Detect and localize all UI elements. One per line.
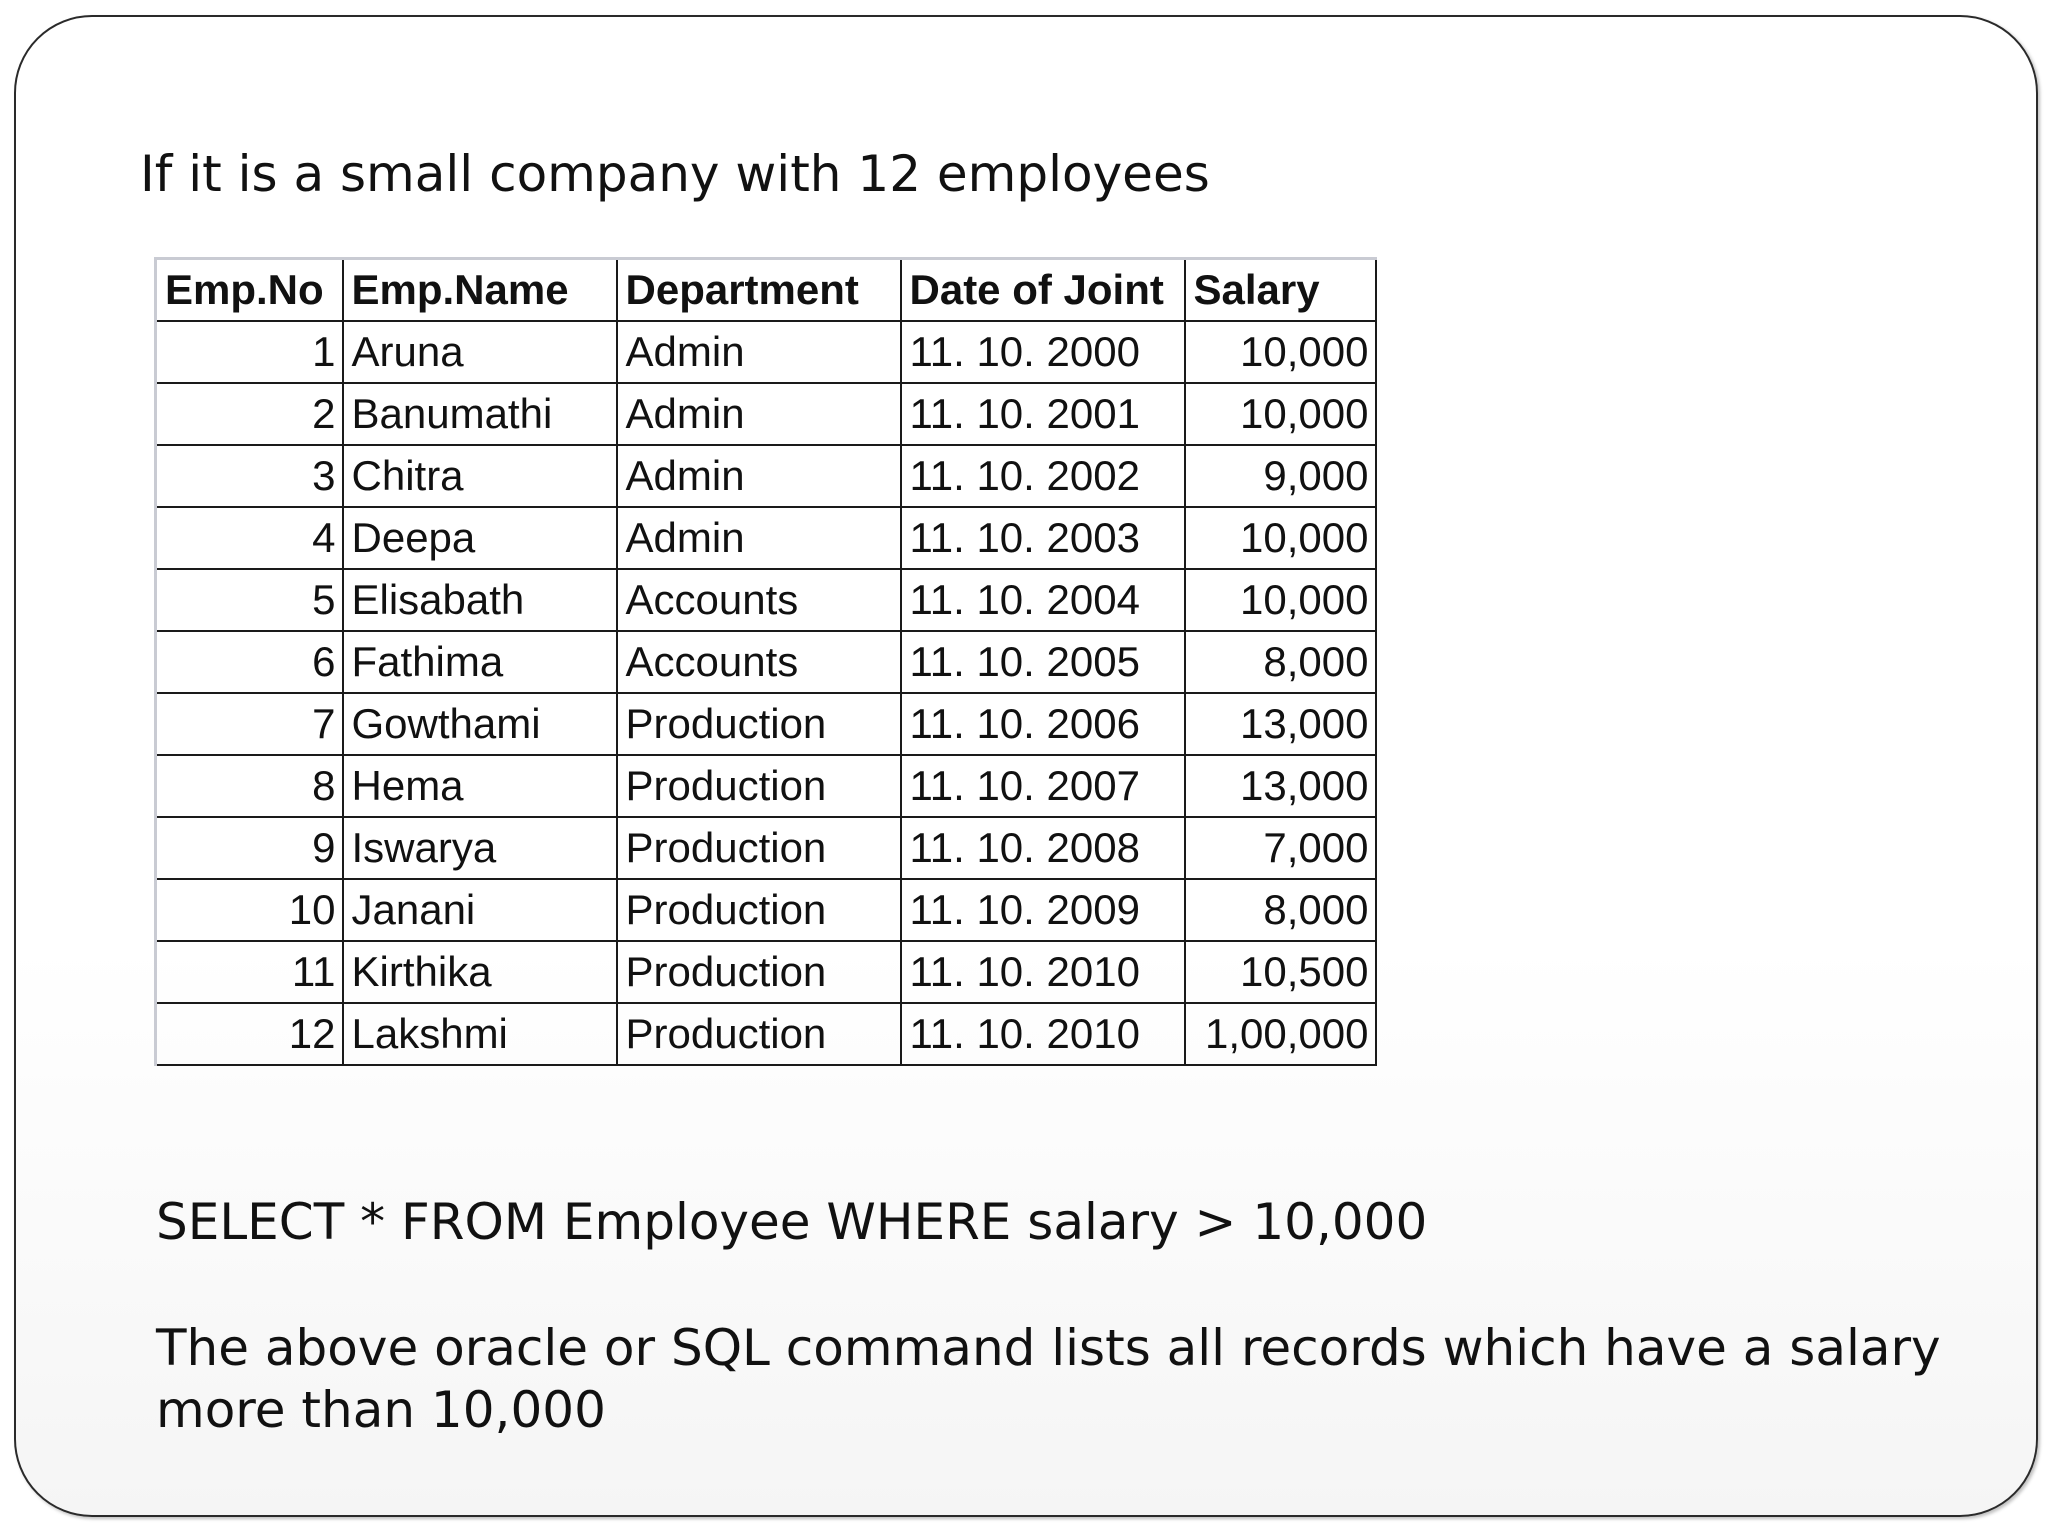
header-emp-no: Emp.No	[156, 259, 343, 321]
cell-emp-name: Lakshmi	[343, 1003, 617, 1065]
table-row	[156, 383, 1376, 445]
cell-date-of-joint: 11. 10. 2001	[901, 383, 1185, 445]
cell-emp-no: 7	[156, 693, 343, 755]
cell-date-of-joint: 11. 10. 2008	[901, 817, 1185, 879]
cell-department: Production	[617, 879, 901, 941]
cell-department: Production	[617, 755, 901, 817]
table-row	[156, 321, 1376, 383]
slide-frame	[14, 15, 2038, 1517]
cell-salary: 9,000	[1185, 445, 1376, 507]
cell-date-of-joint: 11. 10. 2010	[901, 941, 1185, 1003]
cell-emp-no: 2	[156, 383, 343, 445]
cell-emp-no: 11	[156, 941, 343, 1003]
cell-emp-name: Gowthami	[343, 693, 617, 755]
table-row	[156, 941, 1376, 1003]
cell-emp-name: Iswarya	[343, 817, 617, 879]
table-row	[156, 569, 1376, 631]
table-row	[156, 1003, 1376, 1065]
cell-date-of-joint: 11. 10. 2000	[901, 321, 1185, 383]
cell-emp-name: Aruna	[343, 321, 617, 383]
table-row	[156, 631, 1376, 693]
explanation-text: The above oracle or SQL command lists all records which have a salary more than 10,000	[156, 1319, 1941, 1439]
cell-salary: 10,000	[1185, 321, 1376, 383]
cell-emp-no: 5	[156, 569, 343, 631]
cell-emp-no: 10	[156, 879, 343, 941]
table-row	[156, 817, 1376, 879]
cell-emp-name: Chitra	[343, 445, 617, 507]
cell-date-of-joint: 11. 10. 2003	[901, 507, 1185, 569]
cell-date-of-joint: 11. 10. 2005	[901, 631, 1185, 693]
cell-emp-name: Hema	[343, 755, 617, 817]
cell-department: Accounts	[617, 631, 901, 693]
cell-emp-name: Fathima	[343, 631, 617, 693]
cell-salary: 10,000	[1185, 383, 1376, 445]
cell-department: Production	[617, 1003, 901, 1065]
cell-salary: 10,500	[1185, 941, 1376, 1003]
cell-department: Admin	[617, 383, 901, 445]
cell-emp-name: Deepa	[343, 507, 617, 569]
cell-salary: 8,000	[1185, 879, 1376, 941]
table-row	[156, 755, 1376, 817]
cell-department: Accounts	[617, 569, 901, 631]
cell-department: Admin	[617, 445, 901, 507]
cell-salary: 13,000	[1185, 755, 1376, 817]
table-row	[156, 445, 1376, 507]
cell-salary: 10,000	[1185, 507, 1376, 569]
cell-emp-no: 9	[156, 817, 343, 879]
cell-salary: 1,00,000	[1185, 1003, 1376, 1065]
cell-emp-no: 3	[156, 445, 343, 507]
cell-emp-no: 12	[156, 1003, 343, 1065]
cell-salary: 13,000	[1185, 693, 1376, 755]
slide-heading: If it is a small company with 12 employees	[140, 145, 1210, 203]
table-row	[156, 879, 1376, 941]
cell-emp-no: 8	[156, 755, 343, 817]
cell-department: Admin	[617, 507, 901, 569]
cell-date-of-joint: 11. 10. 2009	[901, 879, 1185, 941]
cell-date-of-joint: 11. 10. 2010	[901, 1003, 1185, 1065]
header-date-of-joint: Date of Joint	[901, 259, 1185, 321]
cell-date-of-joint: 11. 10. 2004	[901, 569, 1185, 631]
header-salary: Salary	[1185, 259, 1376, 321]
sql-query: SELECT * FROM Employee WHERE salary > 10,000	[156, 1193, 1428, 1251]
cell-date-of-joint: 11. 10. 2002	[901, 445, 1185, 507]
cell-emp-name: Janani	[343, 879, 617, 941]
cell-emp-name: Kirthika	[343, 941, 617, 1003]
cell-emp-no: 1	[156, 321, 343, 383]
cell-date-of-joint: 11. 10. 2006	[901, 693, 1185, 755]
table-header-row	[156, 259, 1376, 321]
cell-department: Admin	[617, 321, 901, 383]
header-emp-name: Emp.Name	[343, 259, 617, 321]
cell-department: Production	[617, 693, 901, 755]
employee-table	[154, 257, 1377, 1066]
cell-emp-name: Banumathi	[343, 383, 617, 445]
cell-date-of-joint: 11. 10. 2007	[901, 755, 1185, 817]
table-row	[156, 693, 1376, 755]
cell-department: Production	[617, 817, 901, 879]
cell-salary: 8,000	[1185, 631, 1376, 693]
cell-salary: 7,000	[1185, 817, 1376, 879]
header-department: Department	[617, 259, 901, 321]
cell-emp-name: Elisabath	[343, 569, 617, 631]
cell-emp-no: 4	[156, 507, 343, 569]
cell-department: Production	[617, 941, 901, 1003]
table-row	[156, 507, 1376, 569]
cell-salary: 10,000	[1185, 569, 1376, 631]
cell-emp-no: 6	[156, 631, 343, 693]
